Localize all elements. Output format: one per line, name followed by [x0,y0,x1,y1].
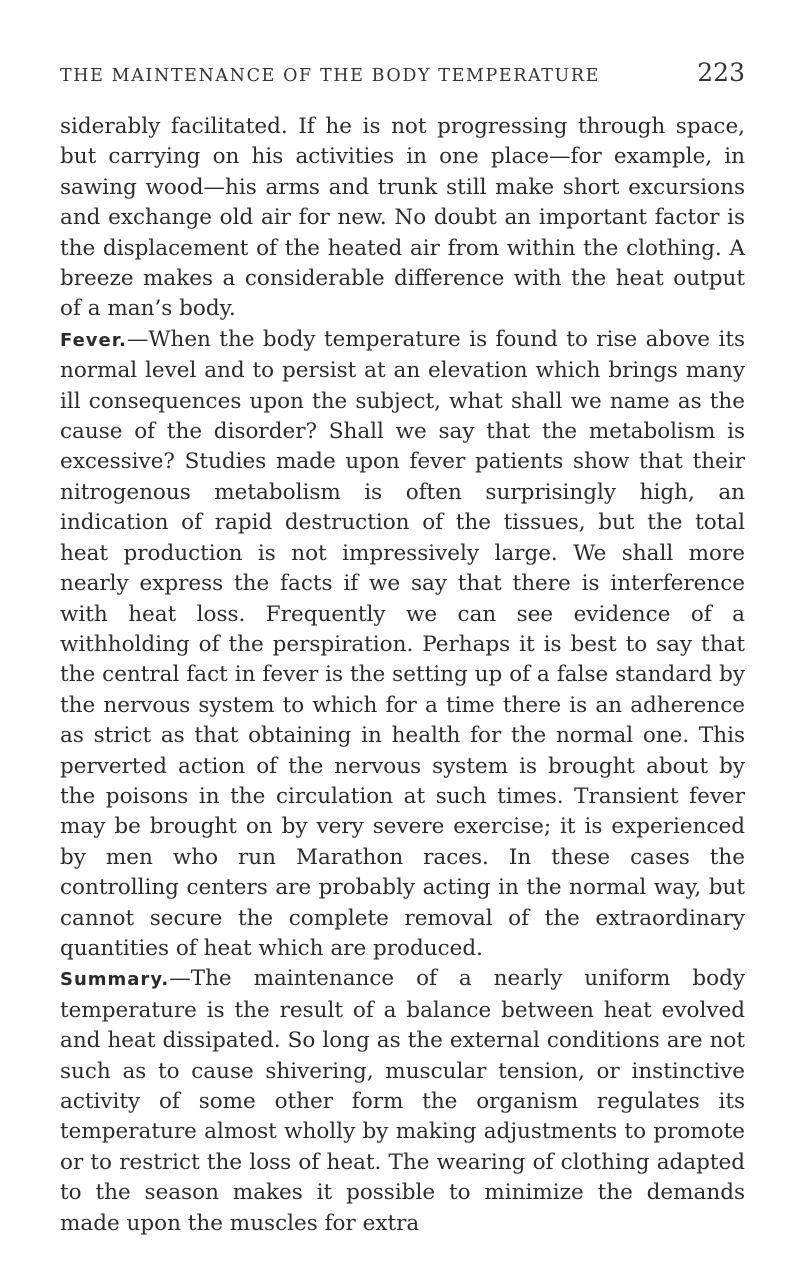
paragraph-fever [60,325,745,965]
section-heading-fever: Fever. [60,329,127,351]
section-heading-summary: Summary. [60,969,170,991]
paragraph-text: The maintenance of a nearly uniform body temperature is the result of a balance between heat evolved and heat dissipated. So long as the external conditions are not such as to cause shivering, muscular tension, or instinctive activity of some other form the organism regulates its temperature almost wholly by making adjustments to promote or to restrict the loss of heat. The wearing of clothing adapted to the season makes it possible to minimize the demands made upon the muscles for extra [60,966,745,1236]
page-number: 223 [697,58,745,87]
body-text [60,112,745,1239]
paragraph-text: siderably facilitated. If he is not progressing through space, but carrying on his activities in one place—for example, in sawing wood—his arms and trunk still make short excursions and exchange old air for new. No doubt an important factor is the displacement of the heated air from within the clothing. A breeze makes a considerable difference with the heat output of a man’s body. [60,114,745,322]
paragraph-continuation [60,112,745,325]
section-dash: — [126,326,149,352]
paragraph-text: When the body temperature is found to rise above its normal level and to persist at an elevation which brings many ill consequences upon the subject, what shall we name as the cause of the disorder? Shall we say that the metabolism is excessive? Studies made upon fever patients show that their nitrogenous metabolism is often surprisingly high, an indication of rapid destruction of the tissues, but the total heat production is not impressively large. We shall more nearly express the facts if we say that there is interference with heat loss. Frequently we can see evidence of a withholding of the perspiration. Perhaps it is best to say that the central fact in fever is the setting up of a false standard by the nervous system to which for a time there is an adherence as strict as that obtaining in health for the normal one. This perverted action of the nervous system is brought about by the poisons in the circulation at such times. Transient fever may be brought on by very severe exercise; it is experienced by men who run Marathon races. In these cases the controlling centers are probably acting in the normal way, but cannot secure the complete removal of the extraordinary quantities of heat which are produced. [60,326,745,961]
section-dash: — [169,966,191,992]
book-page [60,58,745,1239]
running-title: THE MAINTENANCE OF THE BODY TEMPERATURE [60,66,601,86]
paragraph-summary [60,964,745,1239]
running-header [60,58,745,96]
